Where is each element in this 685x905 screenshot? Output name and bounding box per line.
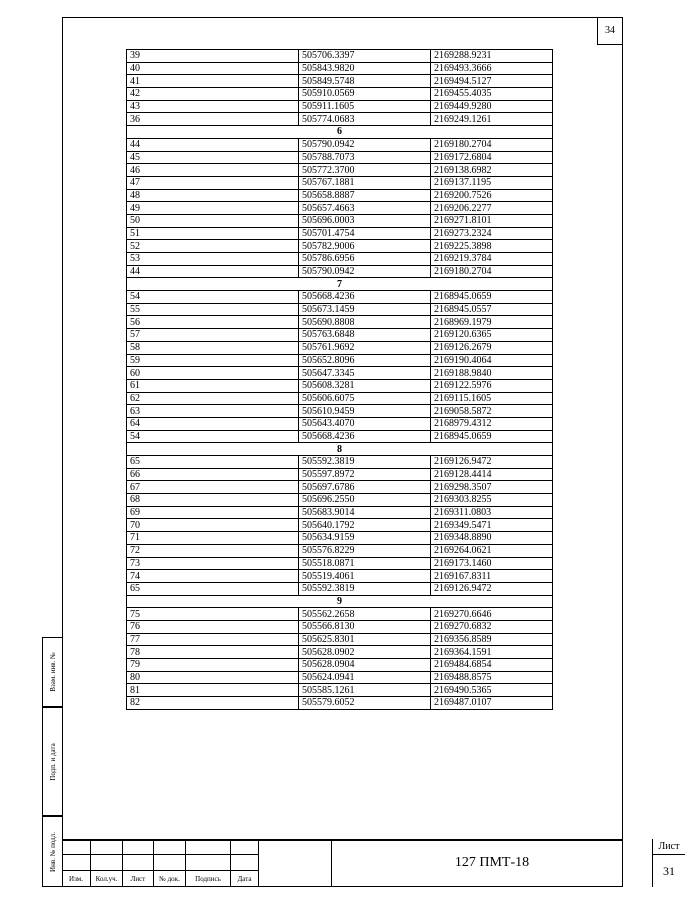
group-label: 7 bbox=[127, 278, 553, 291]
coord-x: 505606.6075 bbox=[299, 392, 431, 405]
coord-x: 505585.1261 bbox=[299, 684, 431, 697]
group-header-row bbox=[127, 126, 553, 139]
table-row bbox=[127, 620, 553, 633]
coord-x: 505652.8096 bbox=[299, 354, 431, 367]
coord-x: 505647.3345 bbox=[299, 367, 431, 380]
table-row bbox=[127, 138, 553, 151]
point-number: 78 bbox=[127, 646, 299, 659]
point-number: 80 bbox=[127, 671, 299, 684]
table-row bbox=[127, 532, 553, 545]
table-row bbox=[127, 544, 553, 557]
coord-x: 505657.4663 bbox=[299, 202, 431, 215]
coord-y: 2169349.5471 bbox=[431, 519, 553, 532]
coord-y: 2169219.3784 bbox=[431, 253, 553, 266]
stamp-cell bbox=[62, 855, 91, 871]
table-row bbox=[127, 519, 553, 532]
point-number: 55 bbox=[127, 303, 299, 316]
table-row bbox=[127, 417, 553, 430]
coord-y: 2169188.9840 bbox=[431, 367, 553, 380]
coord-y: 2169120.6365 bbox=[431, 329, 553, 342]
point-number: 44 bbox=[127, 265, 299, 278]
coord-y: 2169058.5872 bbox=[431, 405, 553, 418]
coord-x: 505690.8808 bbox=[299, 316, 431, 329]
coord-x: 505761.9692 bbox=[299, 341, 431, 354]
coord-y: 2169115.1605 bbox=[431, 392, 553, 405]
coord-x: 505706.3397 bbox=[299, 50, 431, 63]
point-number: 64 bbox=[127, 417, 299, 430]
table-row bbox=[127, 214, 553, 227]
coord-x: 505624.0941 bbox=[299, 671, 431, 684]
table-row bbox=[127, 202, 553, 215]
table-row bbox=[127, 697, 553, 710]
coord-y: 2169348.8890 bbox=[431, 532, 553, 545]
point-number: 69 bbox=[127, 506, 299, 519]
point-number: 75 bbox=[127, 608, 299, 621]
point-number: 46 bbox=[127, 164, 299, 177]
coord-y: 2168945.0659 bbox=[431, 430, 553, 443]
coord-y: 2169455.4035 bbox=[431, 88, 553, 101]
point-number: 76 bbox=[127, 620, 299, 633]
group-header-row bbox=[127, 595, 553, 608]
point-number: 47 bbox=[127, 176, 299, 189]
stamp-cell bbox=[91, 855, 123, 871]
coord-y: 2169172.6804 bbox=[431, 151, 553, 164]
stamp-header-date: Дата bbox=[231, 871, 259, 887]
point-number: 61 bbox=[127, 379, 299, 392]
table-row bbox=[127, 367, 553, 380]
table-row bbox=[127, 506, 553, 519]
table-row bbox=[127, 189, 553, 202]
coord-x: 505634.9159 bbox=[299, 532, 431, 545]
coord-y: 2169270.6646 bbox=[431, 608, 553, 621]
coord-y: 2169137.1195 bbox=[431, 176, 553, 189]
stamp-header-signature: Подпись bbox=[186, 871, 231, 887]
table-row bbox=[127, 379, 553, 392]
stamp-cell bbox=[186, 855, 231, 871]
coord-x: 505668.4236 bbox=[299, 430, 431, 443]
coord-x: 505790.0942 bbox=[299, 265, 431, 278]
coord-x: 505625.8301 bbox=[299, 633, 431, 646]
coord-y: 2168945.0659 bbox=[431, 291, 553, 304]
point-number: 62 bbox=[127, 392, 299, 405]
coord-x: 505696.0003 bbox=[299, 214, 431, 227]
table-row bbox=[127, 341, 553, 354]
point-number: 68 bbox=[127, 494, 299, 507]
table-row bbox=[127, 151, 553, 164]
table-row bbox=[127, 240, 553, 253]
point-number: 81 bbox=[127, 684, 299, 697]
table-row bbox=[127, 633, 553, 646]
side-label-signature: Подп. и дата bbox=[48, 742, 57, 781]
coord-y: 2169126.9472 bbox=[431, 456, 553, 469]
coord-y: 2169249.1261 bbox=[431, 113, 553, 126]
coord-x: 505767.1881 bbox=[299, 176, 431, 189]
coord-y: 2169298.3507 bbox=[431, 481, 553, 494]
group-header-row bbox=[127, 443, 553, 456]
coord-x: 505911.1605 bbox=[299, 100, 431, 113]
coord-x: 505696.2550 bbox=[299, 494, 431, 507]
point-number: 53 bbox=[127, 253, 299, 266]
coord-x: 505673.1459 bbox=[299, 303, 431, 316]
coord-x: 505628.0904 bbox=[299, 659, 431, 672]
coord-x: 505772.3700 bbox=[299, 164, 431, 177]
coord-x: 505701.4754 bbox=[299, 227, 431, 240]
page-number: 34 bbox=[597, 17, 623, 45]
coord-x: 505843.9820 bbox=[299, 62, 431, 75]
coord-x: 505786.6956 bbox=[299, 253, 431, 266]
title-block bbox=[62, 839, 680, 887]
coord-y: 2169126.9472 bbox=[431, 582, 553, 595]
coord-x: 505658.8887 bbox=[299, 189, 431, 202]
point-number: 42 bbox=[127, 88, 299, 101]
table-row bbox=[127, 671, 553, 684]
point-number: 71 bbox=[127, 532, 299, 545]
stamp-cell bbox=[186, 839, 231, 855]
coordinates-table bbox=[126, 49, 553, 710]
table-row bbox=[127, 303, 553, 316]
coord-y: 2169288.9231 bbox=[431, 50, 553, 63]
side-label-inventory: Инв. № подл. bbox=[48, 831, 57, 872]
coord-x: 505683.9014 bbox=[299, 506, 431, 519]
point-number: 63 bbox=[127, 405, 299, 418]
stamp-cell bbox=[123, 855, 154, 871]
coord-x: 505774.0683 bbox=[299, 113, 431, 126]
stamp-header-doc: № док. bbox=[154, 871, 186, 887]
table-row bbox=[127, 659, 553, 672]
coordinates-table-body bbox=[127, 50, 553, 710]
coord-y: 2169167.8311 bbox=[431, 570, 553, 583]
coord-x: 505597.8972 bbox=[299, 468, 431, 481]
point-number: 79 bbox=[127, 659, 299, 672]
table-row bbox=[127, 75, 553, 88]
coord-y: 2169126.2679 bbox=[431, 341, 553, 354]
coord-y: 2169311.0803 bbox=[431, 506, 553, 519]
point-number: 56 bbox=[127, 316, 299, 329]
point-number: 39 bbox=[127, 50, 299, 63]
coord-x: 505790.0942 bbox=[299, 138, 431, 151]
table-row bbox=[127, 329, 553, 342]
point-number: 77 bbox=[127, 633, 299, 646]
point-number: 65 bbox=[127, 582, 299, 595]
point-number: 43 bbox=[127, 100, 299, 113]
side-strip-inventory bbox=[42, 816, 62, 887]
table-row bbox=[127, 354, 553, 367]
point-number: 50 bbox=[127, 214, 299, 227]
coord-x: 505566.8130 bbox=[299, 620, 431, 633]
coord-x: 505668.4236 bbox=[299, 291, 431, 304]
point-number: 58 bbox=[127, 341, 299, 354]
coord-y: 2169303.8255 bbox=[431, 494, 553, 507]
table-row bbox=[127, 265, 553, 278]
table-row bbox=[127, 113, 553, 126]
coord-y: 2168945.0557 bbox=[431, 303, 553, 316]
coord-x: 505782.9006 bbox=[299, 240, 431, 253]
coord-y: 2169449.9280 bbox=[431, 100, 553, 113]
coord-x: 505610.9459 bbox=[299, 405, 431, 418]
coord-y: 2169270.6832 bbox=[431, 620, 553, 633]
coord-y: 2169273.2324 bbox=[431, 227, 553, 240]
coord-y: 2169225.3898 bbox=[431, 240, 553, 253]
coord-x: 505518.0871 bbox=[299, 557, 431, 570]
point-number: 59 bbox=[127, 354, 299, 367]
stamp-cell bbox=[91, 839, 123, 855]
stamp-cell bbox=[123, 839, 154, 855]
coord-y: 2169484.6854 bbox=[431, 659, 553, 672]
table-row bbox=[127, 253, 553, 266]
table-row bbox=[127, 582, 553, 595]
point-number: 41 bbox=[127, 75, 299, 88]
coord-y: 2169190.4064 bbox=[431, 354, 553, 367]
coord-y: 2169356.8589 bbox=[431, 633, 553, 646]
point-number: 45 bbox=[127, 151, 299, 164]
point-number: 66 bbox=[127, 468, 299, 481]
point-number: 52 bbox=[127, 240, 299, 253]
coord-x: 505519.4061 bbox=[299, 570, 431, 583]
coord-y: 2169173.1460 bbox=[431, 557, 553, 570]
table-row bbox=[127, 100, 553, 113]
table-row bbox=[127, 227, 553, 240]
point-number: 57 bbox=[127, 329, 299, 342]
table-row bbox=[127, 88, 553, 101]
stamp-cell bbox=[62, 839, 91, 855]
point-number: 72 bbox=[127, 544, 299, 557]
point-number: 60 bbox=[127, 367, 299, 380]
point-number: 67 bbox=[127, 481, 299, 494]
point-number: 36 bbox=[127, 113, 299, 126]
table-row bbox=[127, 392, 553, 405]
point-number: 54 bbox=[127, 430, 299, 443]
coord-y: 2169180.2704 bbox=[431, 138, 553, 151]
coord-x: 505579.6052 bbox=[299, 697, 431, 710]
coord-y: 2169364.1591 bbox=[431, 646, 553, 659]
side-label-replacement: Взам. инв. № bbox=[48, 652, 57, 692]
point-number: 73 bbox=[127, 557, 299, 570]
stamp-cell bbox=[231, 839, 259, 855]
table-row bbox=[127, 291, 553, 304]
coord-y: 2169206.2277 bbox=[431, 202, 553, 215]
sheet-number: 31 bbox=[663, 863, 675, 878]
table-row bbox=[127, 405, 553, 418]
point-number: 74 bbox=[127, 570, 299, 583]
table-row bbox=[127, 646, 553, 659]
coord-x: 505628.0902 bbox=[299, 646, 431, 659]
point-number: 70 bbox=[127, 519, 299, 532]
stamp-cell bbox=[154, 839, 186, 855]
stamp-cell bbox=[154, 855, 186, 871]
coord-y: 2169200.7526 bbox=[431, 189, 553, 202]
coord-y: 2168979.4312 bbox=[431, 417, 553, 430]
point-number: 49 bbox=[127, 202, 299, 215]
side-strip-signature bbox=[42, 707, 62, 816]
point-number: 40 bbox=[127, 62, 299, 75]
coord-x: 505849.5748 bbox=[299, 75, 431, 88]
coord-y: 2169488.8575 bbox=[431, 671, 553, 684]
table-row bbox=[127, 456, 553, 469]
table-row bbox=[127, 608, 553, 621]
coord-y: 2169128.4414 bbox=[431, 468, 553, 481]
table-row bbox=[127, 176, 553, 189]
coord-y: 2169487.0107 bbox=[431, 697, 553, 710]
table-row bbox=[127, 494, 553, 507]
table-row bbox=[127, 481, 553, 494]
table-row bbox=[127, 468, 553, 481]
sheet-label: Лист bbox=[653, 839, 685, 855]
coord-y: 2169264.0621 bbox=[431, 544, 553, 557]
coord-y: 2169138.6982 bbox=[431, 164, 553, 177]
coord-x: 505697.6786 bbox=[299, 481, 431, 494]
stamp-header-count: Кол.уч. bbox=[91, 871, 123, 887]
coord-y: 2169494.5127 bbox=[431, 75, 553, 88]
group-label: 8 bbox=[127, 443, 553, 456]
side-strip-replacement bbox=[42, 637, 62, 707]
coord-x: 505640.1792 bbox=[299, 519, 431, 532]
table-row bbox=[127, 570, 553, 583]
stamp-header-change: Изм. bbox=[62, 871, 91, 887]
coord-x: 505763.6848 bbox=[299, 329, 431, 342]
coord-x: 505592.3819 bbox=[299, 582, 431, 595]
stamp-header-sheet: Лист bbox=[123, 871, 154, 887]
point-number: 82 bbox=[127, 697, 299, 710]
point-number: 65 bbox=[127, 456, 299, 469]
coord-y: 2168969.1979 bbox=[431, 316, 553, 329]
table-row bbox=[127, 430, 553, 443]
coord-x: 505592.3819 bbox=[299, 456, 431, 469]
coord-x: 505608.3281 bbox=[299, 379, 431, 392]
coord-x: 505910.0569 bbox=[299, 88, 431, 101]
coord-x: 505643.4070 bbox=[299, 417, 431, 430]
document-code: 127 ПМТ-18 bbox=[331, 839, 653, 887]
point-number: 48 bbox=[127, 189, 299, 202]
stamp-cell bbox=[231, 855, 259, 871]
table-row bbox=[127, 684, 553, 697]
coord-y: 2169493.3666 bbox=[431, 62, 553, 75]
coord-x: 505788.7073 bbox=[299, 151, 431, 164]
coord-y: 2169180.2704 bbox=[431, 265, 553, 278]
table-row bbox=[127, 50, 553, 63]
group-header-row bbox=[127, 278, 553, 291]
table-row bbox=[127, 62, 553, 75]
coord-y: 2169490.5365 bbox=[431, 684, 553, 697]
point-number: 51 bbox=[127, 227, 299, 240]
coord-x: 505576.8229 bbox=[299, 544, 431, 557]
group-label: 9 bbox=[127, 595, 553, 608]
point-number: 44 bbox=[127, 138, 299, 151]
group-label: 6 bbox=[127, 126, 553, 139]
coord-y: 2169122.5976 bbox=[431, 379, 553, 392]
point-number: 54 bbox=[127, 291, 299, 304]
coord-y: 2169271.8101 bbox=[431, 214, 553, 227]
table-row bbox=[127, 316, 553, 329]
table-row bbox=[127, 164, 553, 177]
table-row bbox=[127, 557, 553, 570]
coord-x: 505562.2658 bbox=[299, 608, 431, 621]
